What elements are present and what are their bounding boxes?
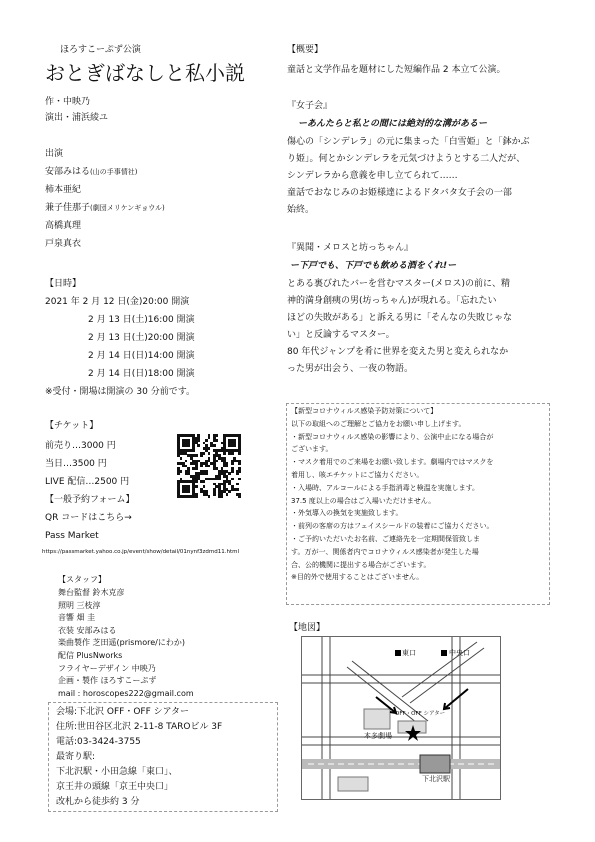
reservation-url[interactable]: https://passmarket.yahoo.co.jp/event/show/detail/01nynf3zdmd11.html <box>42 549 240 555</box>
staff-heading: 【スタッフ】 <box>58 575 106 584</box>
cast-member: 戸泉真衣 <box>45 239 82 249</box>
covid-line: 以下の取組へのご理解とご協力をお願い申し上げます。 <box>291 419 466 428</box>
qr-code-icon[interactable] <box>177 434 241 498</box>
staff-line: 配信 PlusNworks <box>58 650 123 660</box>
play2-synopsis <box>287 278 512 375</box>
cast-member: 安部みはる(山の手事情社) <box>45 167 138 177</box>
synopsis-line: 傷心の「シンデレラ」の元に集まった「白雪姫」と「鉢かぶ <box>287 137 530 147</box>
covid-line: ・マスク着用でのご来場をお願い致します。劇場内ではマスクを <box>291 458 494 467</box>
covid-line: ございます。 <box>291 445 333 454</box>
staff-line: 衣装 安部みはる <box>58 625 117 635</box>
covid-notice <box>291 406 493 582</box>
synopsis-line: った男が出会う、一夜の物語。 <box>287 364 414 374</box>
covid-heading: 【新型コロナウィルス感染予防対策について】 <box>291 407 438 415</box>
ticket-price: 当日…3500 円 <box>45 459 107 469</box>
cast-member: 高橋真理 <box>45 221 82 231</box>
page-title: おとぎばなしと私小説 <box>45 61 245 85</box>
synopsis-line: 80 年代ジャンプを肴に世界を変えた男と変えられなか <box>287 347 509 357</box>
synopsis-line: り姫」。何とかシンデレラを元気づけようとする二人だが、 <box>287 154 526 164</box>
director-credit: 演出・浦浜綾ユ <box>45 113 109 123</box>
map-label-honda: 本多劇場 <box>364 732 392 740</box>
staff-list <box>58 587 194 699</box>
staff-line: 楽曲製作 芝田遥(prismore/にわか) <box>58 638 185 648</box>
covid-line: ※目的外で使用することはございません。 <box>291 573 424 582</box>
schedule-line: 2 月 13 日(土)16:00 開演 <box>88 315 195 325</box>
overview-heading: 【概要】 <box>287 45 324 55</box>
venue-line: 下北沢駅・小田急線「東口」、 <box>56 767 178 777</box>
ticket-prices <box>45 440 135 542</box>
covid-line: 合、公的機関に提出する場合がございます。 <box>291 560 431 569</box>
schedule-note: ※受付・開場は開演の 30 分前です。 <box>45 387 195 397</box>
venue-line: 住所:世田谷区北沢 2-11-8 TAROビル 3F <box>56 722 223 732</box>
play1-title: 『女子会』 <box>287 101 333 111</box>
venue-line: 改札から徒歩約 3 分 <box>56 797 140 807</box>
map-label-east-exit: 東口 <box>402 649 416 657</box>
staff-line: 企画・製作 ほろすこーぷず <box>58 676 157 686</box>
staff-email[interactable]: mail : horoscopes222@gmail.com <box>58 688 194 698</box>
venue-line: 最寄り駅: <box>56 752 96 762</box>
staff-line: フライヤーデザイン 中映乃 <box>58 663 156 673</box>
pass-market-label: Pass Market <box>45 531 99 541</box>
map-label-station: 下北沢駅 <box>422 775 450 783</box>
covid-line: ・入場時、アルコールによる手指消毒と検温を実施します。 <box>291 483 480 492</box>
cast-heading: 出演 <box>45 149 64 159</box>
covid-line: す。万が一、関係者内でコロナウィルス感染者が発生した場 <box>291 547 479 556</box>
company-name: ほろすこーぷず公演 <box>60 45 141 55</box>
cast-member: 柿本亜紀 <box>45 185 82 195</box>
map-heading: 【地図】 <box>289 623 326 633</box>
overview-text: 童話と文学作品を題材にした短編作品 2 本立て公演。 <box>287 65 506 75</box>
venue-info <box>56 706 222 808</box>
covid-line: ・新型コロナウィルス感染の影響により、公演中止になる場合が <box>291 432 494 441</box>
staff-line: 舞台監督 鈴木克彦 <box>58 588 125 597</box>
ticket-price: LIVE 配信…2500 円 <box>45 477 130 487</box>
covid-line: 37.5 度以上の場合はご入場いただけません。 <box>291 496 436 505</box>
synopsis-line: ほどの失敗がある」と訴える男に「そんなの失敗じゃな <box>287 313 513 323</box>
schedule-line: 2 月 14 日(日)14:00 開演 <box>88 351 195 361</box>
covid-line: ・前列の客席の方はフェイスシールドの装着にご協力ください。 <box>291 522 494 531</box>
play2-title: 『異聞・メロスと坊っちゃん』 <box>287 243 414 253</box>
synopsis-line: い」と反論するマスター。 <box>287 330 395 340</box>
venue-line: 会場:下北沢 OFF・OFF シアター <box>56 707 189 717</box>
play1-synopsis <box>287 136 530 216</box>
cast-member: 兼子佳那子(劇団メリケンギョウル) <box>45 203 165 213</box>
synopsis-line: 始終。 <box>287 205 315 215</box>
covid-line: 着用し、咳エチケットにご協力ください。 <box>291 470 424 479</box>
cast-list <box>45 166 165 250</box>
covid-line: ・ご予約いただいたお名前、ご連絡先を一定期間保管致しま <box>291 534 480 543</box>
schedule-line: 2021 年 2 月 12 日(金)20:00 開演 <box>45 297 190 307</box>
map-label-central-exit: 中央口 <box>449 649 470 657</box>
synopsis-line: シンデレラから意義を申し立てられて…… <box>287 171 458 181</box>
staff-line: 照明 三枝淳 <box>58 600 101 610</box>
area-map[interactable] <box>301 636 501 800</box>
schedule-line: 2 月 14 日(日)18:00 開演 <box>88 369 195 379</box>
play2-tagline: ー下戸でも、下戸でも飲める酒をくれ!ー <box>290 261 457 271</box>
author-credit: 作・中映乃 <box>45 97 91 107</box>
synopsis-line: 童話でおなじみのお姫様達によるドタバタ女子会の一部 <box>287 188 512 198</box>
qr-link-text: QR コードはこちら→ <box>45 513 132 523</box>
tickets-heading: 【チケット】 <box>45 421 99 431</box>
schedule-list <box>45 296 195 398</box>
venue-line: 京王井の頭線「京王中央口」 <box>56 782 174 792</box>
play1-tagline: ーあんたらと私との間には絶対的な溝があるー <box>298 119 488 129</box>
synopsis-line: 神的満身創痍の男(坊っちゃん)が現れる。「忘れたい <box>287 296 497 306</box>
ticket-price: 前売り…3000 円 <box>45 441 116 451</box>
schedule-heading: 【日時】 <box>45 279 82 289</box>
synopsis-line: とある裏びれたバーを営むマスター(メロス)の前に、精 <box>287 279 511 289</box>
venue-line: 電話:03-3424-3755 <box>56 737 141 747</box>
staff-line: 音響 畑 圭 <box>58 613 96 623</box>
form-heading: 【一般予約フォーム】 <box>45 495 135 505</box>
map-label-theater: OFF・OFF シアター <box>395 711 446 717</box>
covid-line: ・外気導入の換気を実施致します。 <box>291 509 403 518</box>
schedule-line: 2 月 13 日(土)20:00 開演 <box>88 333 195 343</box>
